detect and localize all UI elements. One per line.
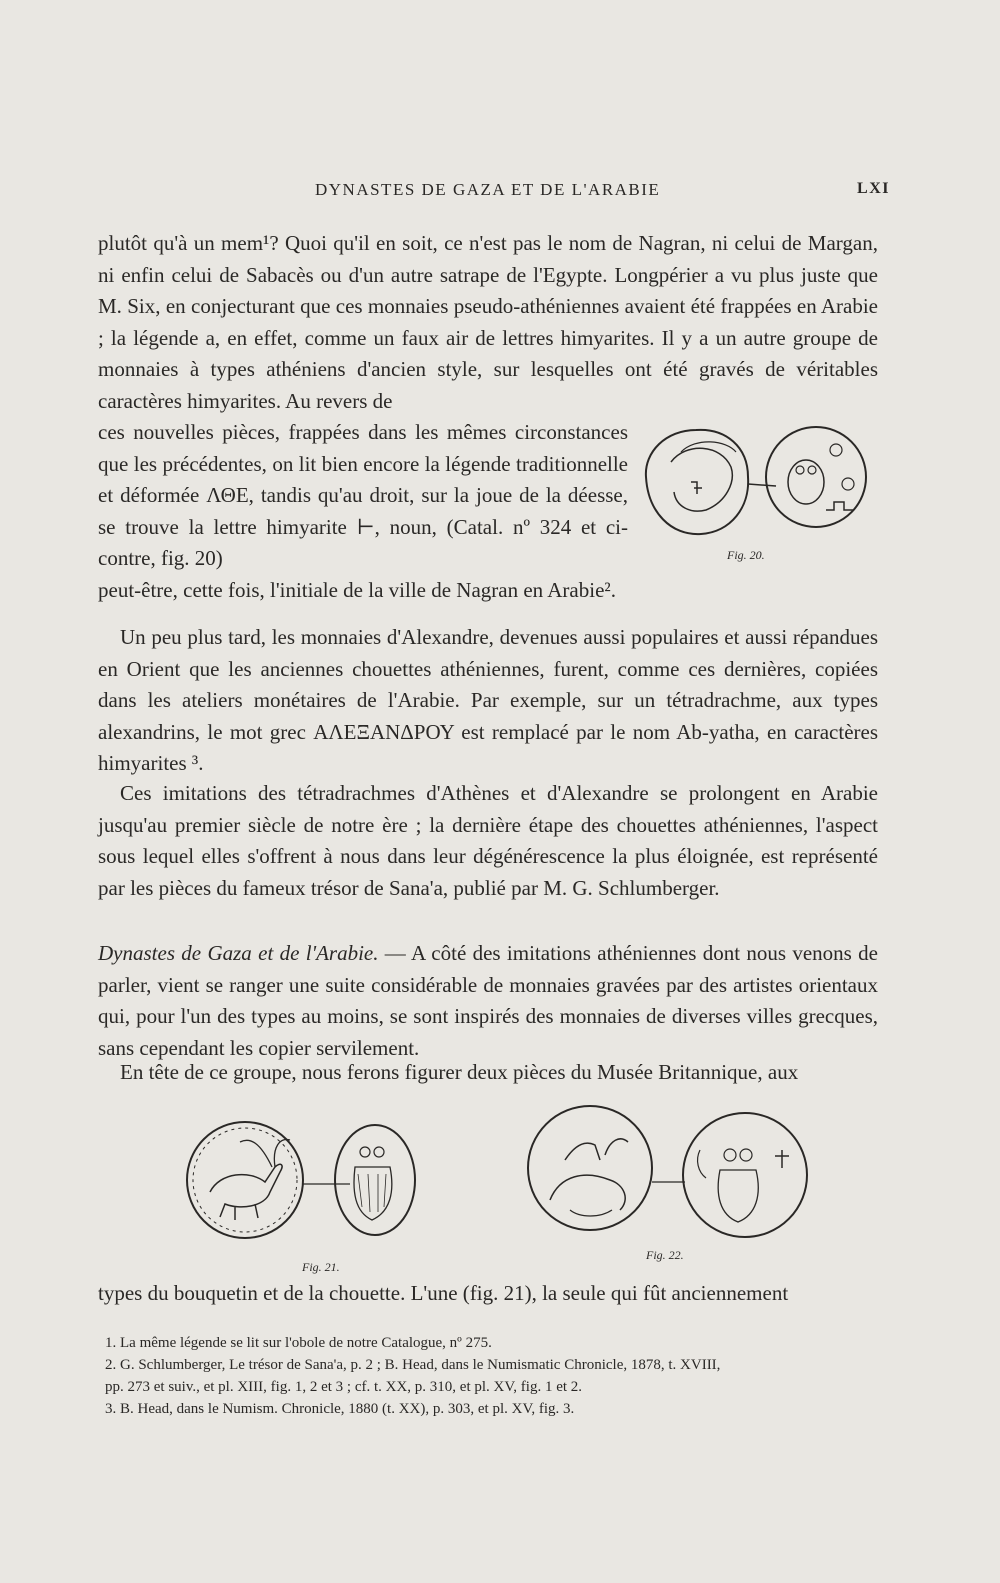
figure-21 (180, 1112, 420, 1252)
section-title: Dynastes de Gaza et de l'Arabie. (98, 941, 379, 965)
footnotes (105, 1332, 895, 1420)
paragraph-5-text: — A côté des imitations athéniennes dont nous venons de parler, vient se ranger une suite considérable de monnaies gravées par des artistes orientaux qui, pour l'un des types au moins, se sont inspirés des monnaies de diverses villes grecques, sans cependant les copier servilement. (98, 941, 878, 1060)
footnote-2-continued: pp. 273 et suiv., et pl. XIII, fig. 1, 2 et 3 ; cf. t. XX, p. 310, et pl. XV, fig. 1 et 2. (105, 1379, 583, 1395)
coin-pair-fig22-drawing (520, 1100, 820, 1245)
paragraph-1: plutôt qu'à un mem¹? Quoi qu'il en soit, ce n'est pas le nom de Nagran, ni celui de Margan, ni enfin celui de Sabacès ou d'un autre satrape de l'Egypte. Longpérier a vu plus juste que M. Six, en conjecturant que ces monnaies pseudo-athéniennes avaient été frappées en Arabie ; la légende a, en effet, comme un faux air de lettres himyarites. Il y a un autre groupe de monnaies à types athéniens d'ancien style, sur lesquelles ont été gravés de véritables caractères himyarites. Au revers de (98, 231, 878, 413)
coin-pair-fig20-drawing (636, 422, 876, 552)
paragraph-3-text: Un peu plus tard, les monnaies d'Alexandre, devenues aussi populaires et aussi répandues en Orient que les anciennes chouettes athéniennes, furent, comme ces dernières, copiées dans les ateliers monétaires de l'Arabie. Par exemple, sur un tétradrachme, aux types alexandrins, le mot grec ΑΛΕΞΑΝΔΡΟΥ est remplacé par le nom Ab-yatha, en caractères himyarites ³. (98, 625, 878, 775)
running-header (100, 180, 890, 208)
paragraph-6: En tête de ce groupe, nous ferons figurer deux pièces du Musée Britannique, aux (120, 1060, 799, 1084)
fig-20-caption: Fig. 20. (727, 548, 765, 562)
fig-22-caption: Fig. 22. (646, 1248, 684, 1262)
figure-22 (520, 1100, 820, 1245)
footnote-3: 3. B. Head, dans le Numism. Chronicle, 1880 (t. XX), p. 303, et pl. XV, fig. 3. (105, 1401, 575, 1417)
paragraph-3 (98, 622, 878, 780)
paragraph-2-wrapped: ces nouvelles pièces, frappées dans les mêmes circonstances que les précédentes, on lit bien encore la légende traditionnelle et déformée ΛΘΕ, tandis qu'au droit, sur la joue de la déesse, se trouve la lettre himyarite ⊢, noun, (Catal. nº 324 et ci-contre, fig. 20) (98, 420, 628, 570)
fig-21-caption: Fig. 21. (302, 1260, 340, 1274)
running-title: DYNASTES DE GAZA ET DE L'ARABIE (315, 180, 661, 199)
page-number: LXI (857, 180, 890, 197)
paragraph-5 (98, 938, 878, 1064)
paragraph-7: types du bouquetin et de la chouette. L'une (fig. 21), la seule qui fût anciennement (98, 1281, 789, 1305)
figure-20 (636, 422, 876, 552)
paragraph-2-end: peut-être, cette fois, l'initiale de la ville de Nagran en Arabie². (98, 578, 616, 602)
paragraph-4: Ces imitations des tétradrachmes d'Athènes et d'Alexandre se prolongent en Arabie jusqu'au premier siècle de notre ère ; la dernière étape des chouettes athéniennes, l'aspect sous lequel elles s'offrent à nous dans leur dégénérescence la plus éloignée, est représenté par les pièces du fameux trésor de Sana'a, publié par M. G. Schlumberger. (98, 781, 878, 900)
coin-pair-fig21-drawing (180, 1112, 420, 1252)
footnote-1: 1. La même légende se lit sur l'obole de notre Catalogue, nº 275. (105, 1335, 492, 1351)
footnote-2: 2. G. Schlumberger, Le trésor de Sana'a, p. 2 ; B. Head, dans le Numismatic Chronicle, 1878, t. XVIII, (105, 1357, 721, 1373)
